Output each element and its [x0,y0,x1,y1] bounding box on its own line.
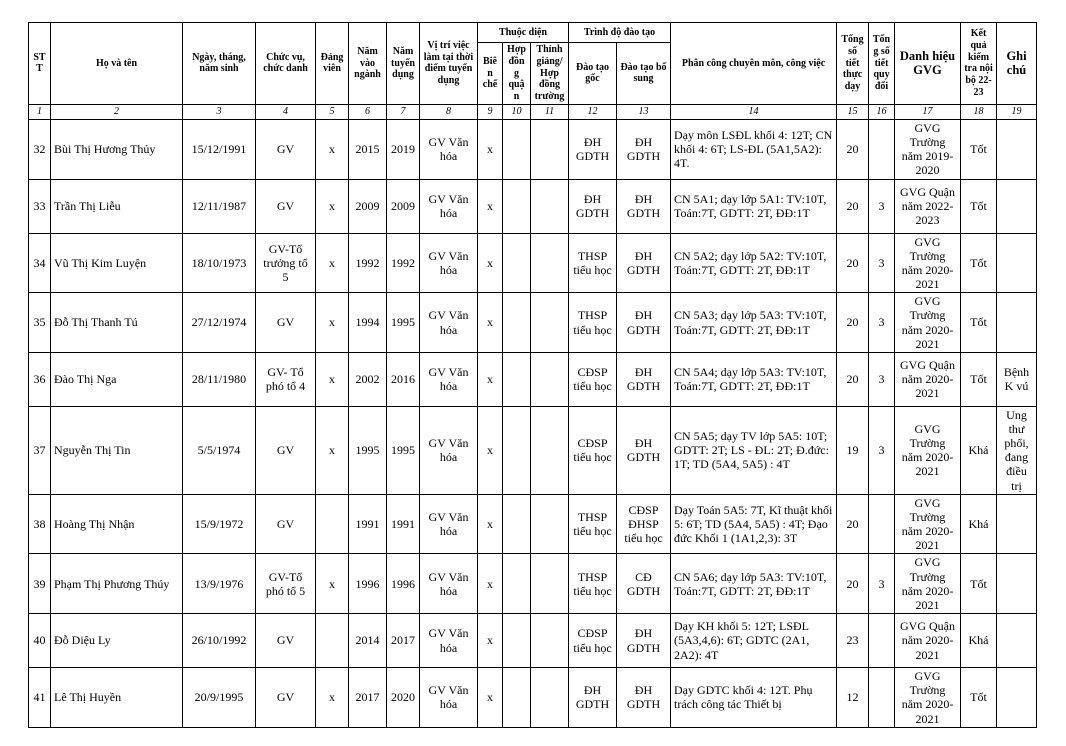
cell-job-position: GV Văn hóa [420,406,478,494]
cell-hd-quan [503,179,531,233]
cell-assignment: CN 5A6; dạy lớp 5A3: TV:10T, Toán:7T, GDTT: 2T, ĐĐ:1T [671,554,837,614]
cell-periods-taught: 20 [837,494,869,554]
cell-job-position: GV Văn hóa [420,119,478,179]
column-number: 19 [997,104,1037,119]
cell-dt-goc: ĐH GDTH [569,119,617,179]
cell-note [997,554,1037,614]
cell-party-member [316,494,349,554]
cell-dt-bo-sung: ĐH GDTH [617,293,671,353]
cell-dob: 27/12/1974 [183,293,256,353]
column-number: 4 [256,104,316,119]
cell-position: GV [256,293,316,353]
table-body [29,104,1037,727]
cell-hd-quan [503,494,531,554]
column-number: 14 [671,104,837,119]
cell-gvg-title: GVG Quận năm 2022-2023 [895,179,961,233]
cell-stt: 41 [29,668,51,728]
cell-thinh-giang [531,494,569,554]
cell-thinh-giang [531,668,569,728]
cell-periods-taught: 20 [837,554,869,614]
cell-note [997,179,1037,233]
cell-hd-quan [503,668,531,728]
cell-dt-goc: THSP tiểu học [569,494,617,554]
cell-party-member: x [316,293,349,353]
cell-internal-result: Tốt [961,554,997,614]
table-row [29,614,1037,668]
table-row [29,554,1037,614]
cell-gvg-title: GVG Trường năm 2020-2021 [895,554,961,614]
column-number-row [29,104,1037,119]
cell-position: GV [256,406,316,494]
cell-bien-che: x [478,494,503,554]
cell-year-joined: 2015 [349,119,387,179]
column-number: 7 [387,104,420,119]
cell-job-position: GV Văn hóa [420,293,478,353]
header-internal-result: Kết quả kiểm tra nội bộ 22- 23 [961,23,997,105]
column-number: 13 [617,104,671,119]
cell-periods-taught: 20 [837,293,869,353]
cell-assignment: Dạy môn LSĐL khối 4: 12T; CN khối 4: 6T; LS-ĐL (5A1,5A2): 4T. [671,119,837,179]
cell-periods-converted: 3 [869,293,895,353]
header-group-trinh-do: Trình độ đào tạo [569,23,671,43]
cell-party-member: x [316,233,349,293]
cell-thinh-giang [531,554,569,614]
cell-party-member: x [316,554,349,614]
cell-note [997,668,1037,728]
cell-assignment: CN 5A2; dạy lớp 5A2: TV:10T, Toán:7T, GDTT: 2T, ĐĐ:1T [671,233,837,293]
cell-dob: 13/9/1976 [183,554,256,614]
column-number: 11 [531,104,569,119]
cell-hd-quan [503,614,531,668]
column-number: 16 [869,104,895,119]
cell-position: GV-Tổ trưởng tổ 5 [256,233,316,293]
cell-year-joined: 2014 [349,614,387,668]
header-year-joined: Năm vào ngành [349,23,387,105]
cell-job-position: GV Văn hóa [420,614,478,668]
column-number: 10 [503,104,531,119]
cell-internal-result: Khá [961,614,997,668]
cell-gvg-title: GVG Trường năm 2020-2021 [895,668,961,728]
cell-name: Hoàng Thị Nhận [51,494,183,554]
column-number: 3 [183,104,256,119]
cell-year-joined: 2017 [349,668,387,728]
cell-internal-result: Tốt [961,179,997,233]
cell-note [997,119,1037,179]
header-bien-che: Biên chế [478,43,503,105]
table-row [29,179,1037,233]
cell-job-position: GV Văn hóa [420,352,478,406]
header-stt: STT [29,23,51,105]
cell-position: GV-Tổ phó tổ 5 [256,554,316,614]
cell-bien-che: x [478,614,503,668]
cell-name: Bùi Thị Hương Thủy [51,119,183,179]
table-row [29,233,1037,293]
cell-dt-bo-sung: ĐH GDTH [617,668,671,728]
cell-dob: 15/12/1991 [183,119,256,179]
cell-hd-quan [503,293,531,353]
cell-dob: 18/10/1973 [183,233,256,293]
cell-periods-converted: 3 [869,352,895,406]
cell-dt-bo-sung: ĐH GDTH [617,352,671,406]
cell-bien-che: x [478,293,503,353]
cell-name: Đỗ Thị Thanh Tú [51,293,183,353]
cell-internal-result: Tốt [961,668,997,728]
header-job-position: Vị trí việc làm tại thời điểm tuyển dụng [420,23,478,105]
cell-name: Lê Thị Huyền [51,668,183,728]
cell-job-position: GV Văn hóa [420,494,478,554]
cell-year-recruited: 2017 [387,614,420,668]
cell-year-recruited: 2016 [387,352,420,406]
cell-party-member [316,614,349,668]
cell-position: GV [256,668,316,728]
header-position: Chức vụ, chức danh [256,23,316,105]
column-number: 2 [51,104,183,119]
cell-name: Vũ Thị Kim Luyện [51,233,183,293]
header-periods-converted: Tổng số tiết quy đổi [869,23,895,105]
cell-periods-taught: 20 [837,179,869,233]
cell-bien-che: x [478,406,503,494]
cell-thinh-giang [531,119,569,179]
cell-gvg-title: GVG Quận năm 2020-2021 [895,614,961,668]
cell-party-member: x [316,352,349,406]
header-year-recruited: Năm tuyển dụng [387,23,420,105]
cell-job-position: GV Văn hóa [420,668,478,728]
header-name: Họ và tên [51,23,183,105]
table-row [29,406,1037,494]
cell-note [997,293,1037,353]
cell-name: Đỗ Diệu Ly [51,614,183,668]
cell-internal-result: Khá [961,494,997,554]
column-number: 6 [349,104,387,119]
cell-periods-converted [869,614,895,668]
cell-periods-taught: 23 [837,614,869,668]
cell-year-joined: 1996 [349,554,387,614]
cell-stt: 40 [29,614,51,668]
cell-dt-bo-sung: CĐ GDTH [617,554,671,614]
cell-periods-taught: 19 [837,406,869,494]
cell-hd-quan [503,119,531,179]
cell-thinh-giang [531,406,569,494]
cell-year-joined: 1992 [349,233,387,293]
cell-dob: 5/5/1974 [183,406,256,494]
header-dob: Ngày, tháng, năm sinh [183,23,256,105]
cell-position: GV [256,179,316,233]
header-party-member: Đảng viên [316,23,349,105]
cell-dt-goc: CĐSP tiểu học [569,406,617,494]
cell-year-recruited: 2019 [387,119,420,179]
column-number: 17 [895,104,961,119]
cell-bien-che: x [478,119,503,179]
cell-internal-result: Tốt [961,293,997,353]
column-number: 5 [316,104,349,119]
cell-dob: 12/11/1987 [183,179,256,233]
cell-hd-quan [503,233,531,293]
cell-year-recruited: 2020 [387,668,420,728]
staff-table [28,22,1037,728]
cell-note [997,233,1037,293]
cell-dob: 20/9/1995 [183,668,256,728]
cell-party-member: x [316,668,349,728]
cell-year-recruited: 1996 [387,554,420,614]
cell-position: GV [256,119,316,179]
cell-stt: 34 [29,233,51,293]
cell-periods-taught: 12 [837,668,869,728]
cell-year-joined: 2002 [349,352,387,406]
cell-stt: 35 [29,293,51,353]
cell-dt-goc: ĐH GDTH [569,668,617,728]
cell-periods-converted: 3 [869,554,895,614]
cell-stt: 39 [29,554,51,614]
cell-gvg-title: GVG Trường năm 2020-2021 [895,293,961,353]
cell-dt-goc: THSP tiểu học [569,293,617,353]
cell-periods-converted [869,668,895,728]
cell-thinh-giang [531,614,569,668]
cell-name: Đào Thị Nga [51,352,183,406]
table-header [29,23,1037,105]
cell-assignment: Dạy KH khối 5: 12T; LSĐL (5A3,4,6): 6T; GDTC (2A1, 2A2): 4T [671,614,837,668]
cell-gvg-title: GVG Trường năm 2020-2021 [895,406,961,494]
cell-gvg-title: GVG Quận năm 2020-2021 [895,352,961,406]
header-periods-taught: Tổng số tiết thực dạy [837,23,869,105]
cell-dt-bo-sung: ĐH GDTH [617,179,671,233]
cell-bien-che: x [478,233,503,293]
cell-dt-bo-sung: CĐSP ĐHSP tiểu học [617,494,671,554]
header-note: Ghi chú [997,23,1037,105]
column-number: 12 [569,104,617,119]
cell-job-position: GV Văn hóa [420,233,478,293]
cell-stt: 38 [29,494,51,554]
cell-internal-result: Tốt [961,119,997,179]
cell-gvg-title: GVG Trường năm 2019-2020 [895,119,961,179]
cell-note [997,494,1037,554]
cell-bien-che: x [478,668,503,728]
cell-party-member: x [316,406,349,494]
cell-note [997,614,1037,668]
header-dao-tao-goc: Đào tạo gốc [569,43,617,105]
cell-gvg-title: GVG Trường năm 2020-2021 [895,494,961,554]
cell-job-position: GV Văn hóa [420,179,478,233]
cell-year-recruited: 1991 [387,494,420,554]
cell-thinh-giang [531,179,569,233]
table-row [29,668,1037,728]
column-number: 1 [29,104,51,119]
cell-dt-goc: CĐSP tiểu học [569,352,617,406]
cell-party-member: x [316,119,349,179]
cell-dt-goc: ĐH GDTH [569,179,617,233]
cell-assignment: CN 5A4; dạy lớp 5A3: TV:10T, Toán:7T, GDTT: 2T, ĐĐ:1T [671,352,837,406]
cell-assignment: Dạy Toán 5A5: 7T, Kĩ thuật khối 5: 6T; TD (5A4, 5A5) : 4T; Đạo đức Khối 1 (1A1,2,3): 3T [671,494,837,554]
cell-position: GV- Tổ phó tổ 4 [256,352,316,406]
column-number: 9 [478,104,503,119]
cell-name: Nguyễn Thị Tin [51,406,183,494]
cell-assignment: Dạy GDTC khối 4: 12T. Phụ trách công tác Thiết bị [671,668,837,728]
cell-bien-che: x [478,554,503,614]
cell-year-recruited: 1995 [387,406,420,494]
header-gvg-title: Danh hiệu GVG [895,23,961,105]
cell-thinh-giang [531,233,569,293]
cell-hd-quan [503,406,531,494]
cell-year-recruited: 2009 [387,179,420,233]
table-row [29,293,1037,353]
cell-dob: 28/11/1980 [183,352,256,406]
cell-periods-converted [869,494,895,554]
table-row [29,119,1037,179]
cell-internal-result: Tốt [961,352,997,406]
cell-stt: 36 [29,352,51,406]
cell-periods-converted [869,119,895,179]
cell-periods-converted: 3 [869,179,895,233]
cell-name: Trần Thị Liễu [51,179,183,233]
cell-name: Phạm Thị Phương Thúy [51,554,183,614]
cell-hd-quan [503,352,531,406]
cell-bien-che: x [478,179,503,233]
cell-internal-result: Tốt [961,233,997,293]
cell-assignment: CN 5A1; dạy lớp 5A1: TV:10T, Toán:7T, GDTT: 2T, ĐĐ:1T [671,179,837,233]
header-thinh-giang: Thỉnh giảng/Hợp đồng trường [531,43,569,105]
cell-position: GV [256,494,316,554]
cell-periods-converted: 3 [869,233,895,293]
cell-dt-goc: THSP tiểu học [569,233,617,293]
column-number: 8 [420,104,478,119]
cell-hd-quan [503,554,531,614]
header-dao-tao-bo-sung: Đào tạo bổ sung [617,43,671,105]
cell-dt-goc: THSP tiểu học [569,554,617,614]
cell-internal-result: Khá [961,406,997,494]
cell-stt: 33 [29,179,51,233]
cell-year-joined: 1994 [349,293,387,353]
cell-party-member: x [316,179,349,233]
cell-dt-goc: CĐSP tiểu học [569,614,617,668]
cell-dt-bo-sung: ĐH GDTH [617,614,671,668]
cell-gvg-title: GVG Trường năm 2020-2021 [895,233,961,293]
cell-assignment: CN 5A5; dạy TV lớp 5A5: 10T; GDTT: 2T; LS - ĐL: 2T; Đ.đức: 1T; TD (5A4, 5A5) : 4T [671,406,837,494]
cell-assignment: CN 5A3; dạy lớp 5A3: TV:10T, Toán:7T, GDTT: 2T, ĐĐ:1T [671,293,837,353]
header-group-thuoc-dien: Thuộc diện [478,23,569,43]
table-row [29,352,1037,406]
cell-periods-taught: 20 [837,233,869,293]
cell-stt: 37 [29,406,51,494]
column-number: 15 [837,104,869,119]
cell-note: Bệnh K vú [997,352,1037,406]
cell-dob: 15/9/1972 [183,494,256,554]
cell-year-joined: 1995 [349,406,387,494]
cell-periods-converted: 3 [869,406,895,494]
cell-year-recruited: 1995 [387,293,420,353]
cell-position: GV [256,614,316,668]
cell-year-joined: 1991 [349,494,387,554]
header-assignment: Phân công chuyên môn, công việc [671,23,837,105]
cell-year-joined: 2009 [349,179,387,233]
cell-thinh-giang [531,352,569,406]
cell-dob: 26/10/1992 [183,614,256,668]
cell-thinh-giang [531,293,569,353]
header-hop-dong-quan: Hợp đồng quận [503,43,531,105]
cell-stt: 32 [29,119,51,179]
cell-dt-bo-sung: ĐH GDTH [617,119,671,179]
cell-bien-che: x [478,352,503,406]
cell-job-position: GV Văn hóa [420,554,478,614]
cell-note: Ung thư phổi, đang điều trị [997,406,1037,494]
column-number: 18 [961,104,997,119]
cell-periods-taught: 20 [837,352,869,406]
cell-periods-taught: 20 [837,119,869,179]
table-row [29,494,1037,554]
cell-year-recruited: 1992 [387,233,420,293]
cell-dt-bo-sung: ĐH GDTH [617,233,671,293]
cell-dt-bo-sung: ĐH GDTH [617,406,671,494]
